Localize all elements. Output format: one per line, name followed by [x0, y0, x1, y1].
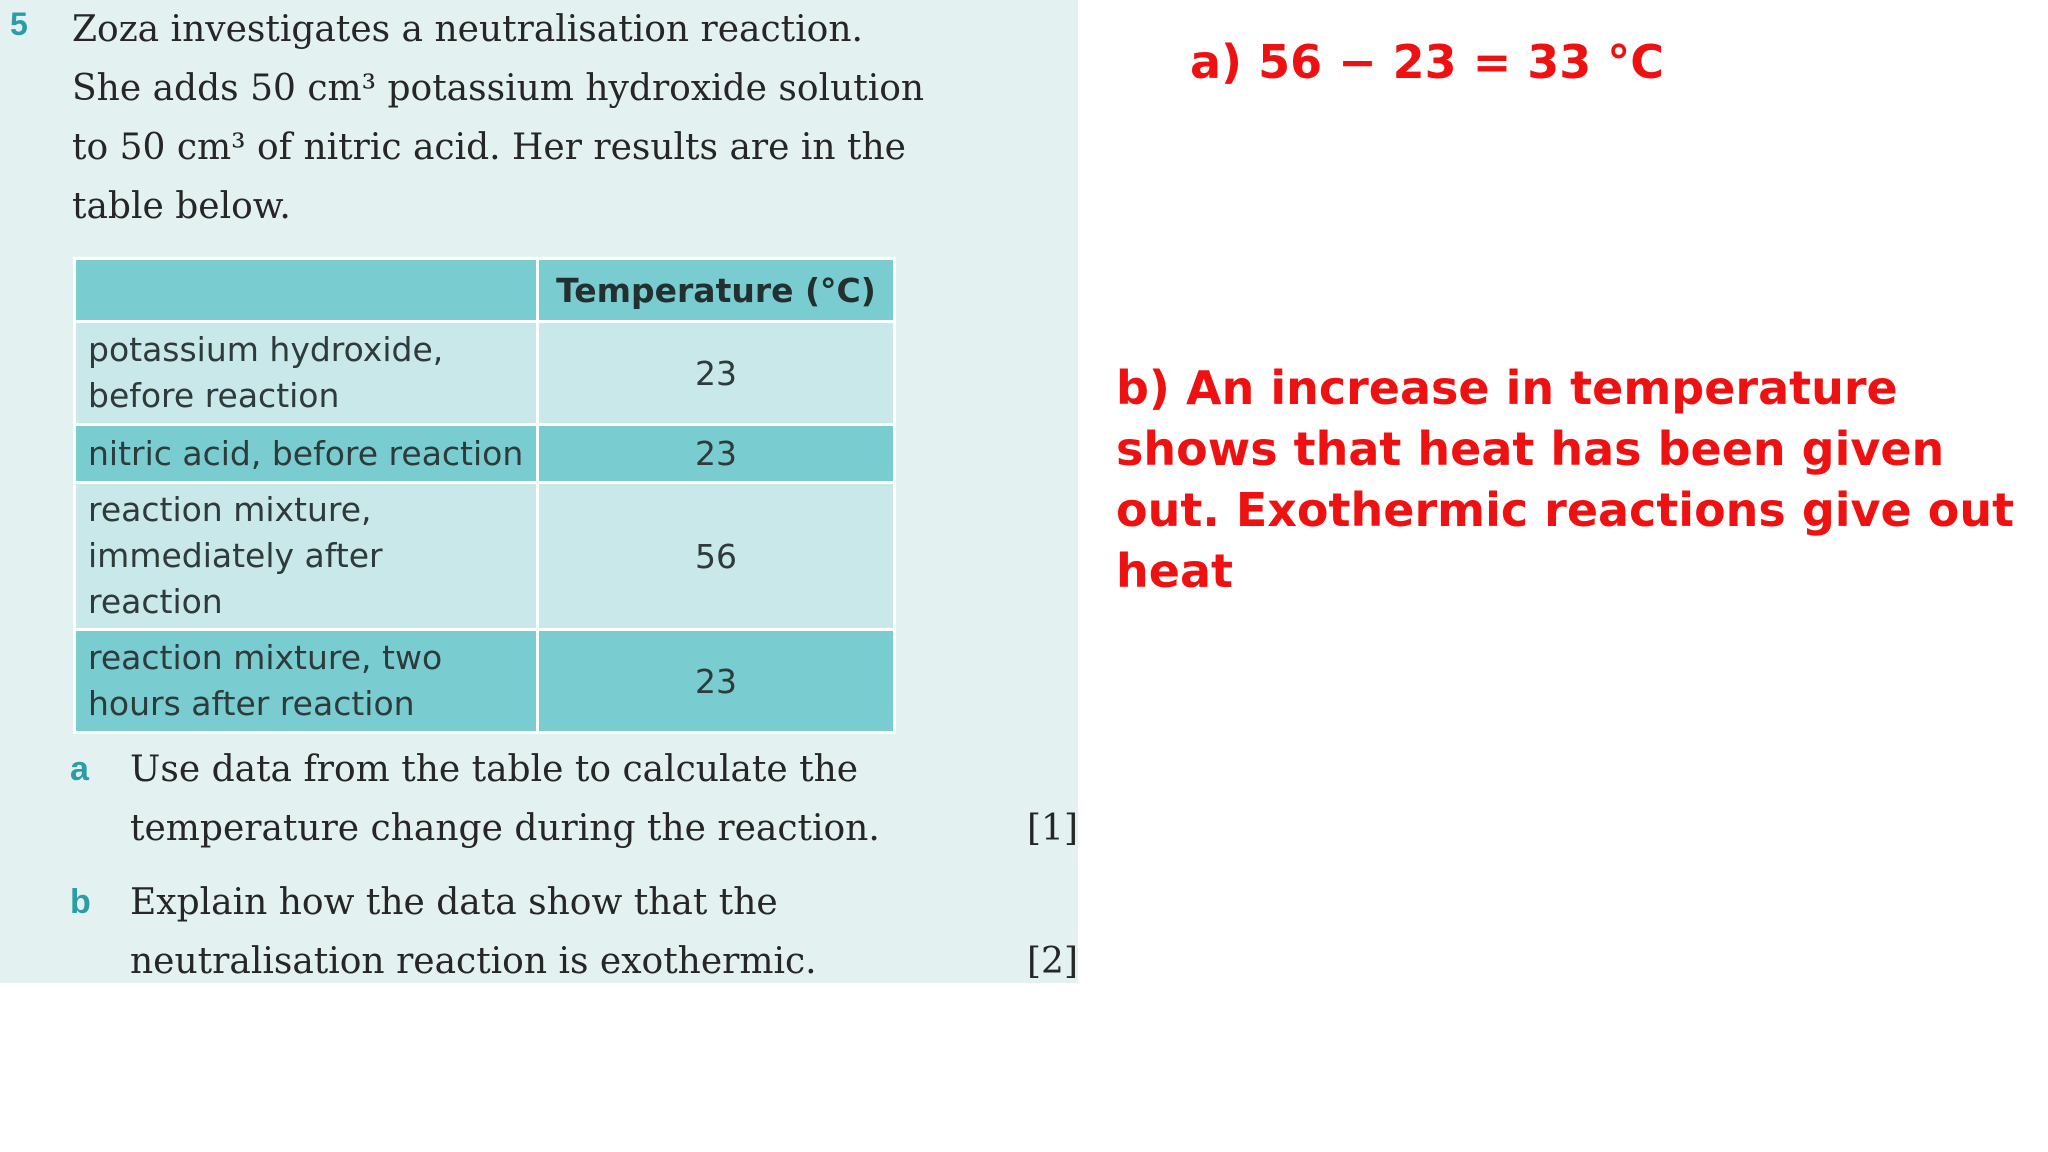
- intro-line: to 50 cm³ of nitric acid. Her results are in the: [72, 127, 906, 168]
- table-row-value: 23: [538, 425, 895, 483]
- answer-b: [1116, 358, 2036, 602]
- table-row-label: [75, 322, 538, 425]
- intro-line: table below.: [72, 186, 291, 227]
- table-row: [75, 630, 895, 733]
- label-line: hours after reaction: [88, 684, 415, 723]
- question-number: 5: [10, 6, 28, 42]
- label-line: before reaction: [88, 376, 340, 415]
- table-row: [75, 322, 895, 425]
- table-row-value: 23: [538, 322, 895, 425]
- answer-b-line: shows that heat has been given: [1116, 422, 1945, 476]
- table-row-label: [75, 425, 538, 483]
- part-text: [130, 873, 817, 991]
- answer-b-line: out. Exothermic reactions give out: [1116, 483, 2015, 537]
- label-line: nitric acid, before reaction: [88, 433, 524, 473]
- table-row-label: [75, 483, 538, 630]
- table-row-value: 23: [538, 630, 895, 733]
- table-row: [75, 425, 895, 483]
- answer-a: a) 56 − 23 = 33 °C: [1190, 35, 1665, 89]
- label-line: reaction mixture, two: [88, 638, 443, 677]
- table-header-blank: [75, 259, 538, 322]
- table-row: [75, 483, 895, 630]
- answer-b-line: b) An increase in temperature: [1116, 361, 1898, 415]
- results-table: [73, 257, 896, 734]
- question-intro: [72, 0, 1012, 236]
- question-part-a: [70, 740, 1078, 860]
- part-text: [130, 740, 880, 858]
- label-line: immediately after reaction: [88, 536, 383, 621]
- part-letter: b: [70, 883, 91, 921]
- intro-line: She adds 50 cm³ potassium hydroxide solution: [72, 68, 925, 109]
- label-line: potassium hydroxide,: [88, 330, 444, 369]
- part-letter: a: [70, 750, 89, 788]
- part-line: Explain how the data show that the: [130, 882, 778, 923]
- question-part-b: [70, 873, 1078, 993]
- part-line: neutralisation reaction is exothermic.: [130, 941, 817, 982]
- marks-label: [1]: [1027, 808, 1078, 849]
- answer-b-line: heat: [1116, 544, 1233, 598]
- part-line: Use data from the table to calculate the: [130, 749, 859, 790]
- marks-label: [2]: [1027, 941, 1078, 982]
- table-row-label: [75, 630, 538, 733]
- part-line: temperature change during the reaction.: [130, 808, 880, 849]
- question-panel: [0, 0, 1078, 983]
- table-header-row: [75, 259, 895, 322]
- intro-line: Zoza investigates a neutralisation reaction.: [72, 9, 863, 50]
- label-line: reaction mixture,: [88, 490, 372, 529]
- table-header-temperature: Temperature (°C): [538, 259, 895, 322]
- table-row-value: 56: [538, 483, 895, 630]
